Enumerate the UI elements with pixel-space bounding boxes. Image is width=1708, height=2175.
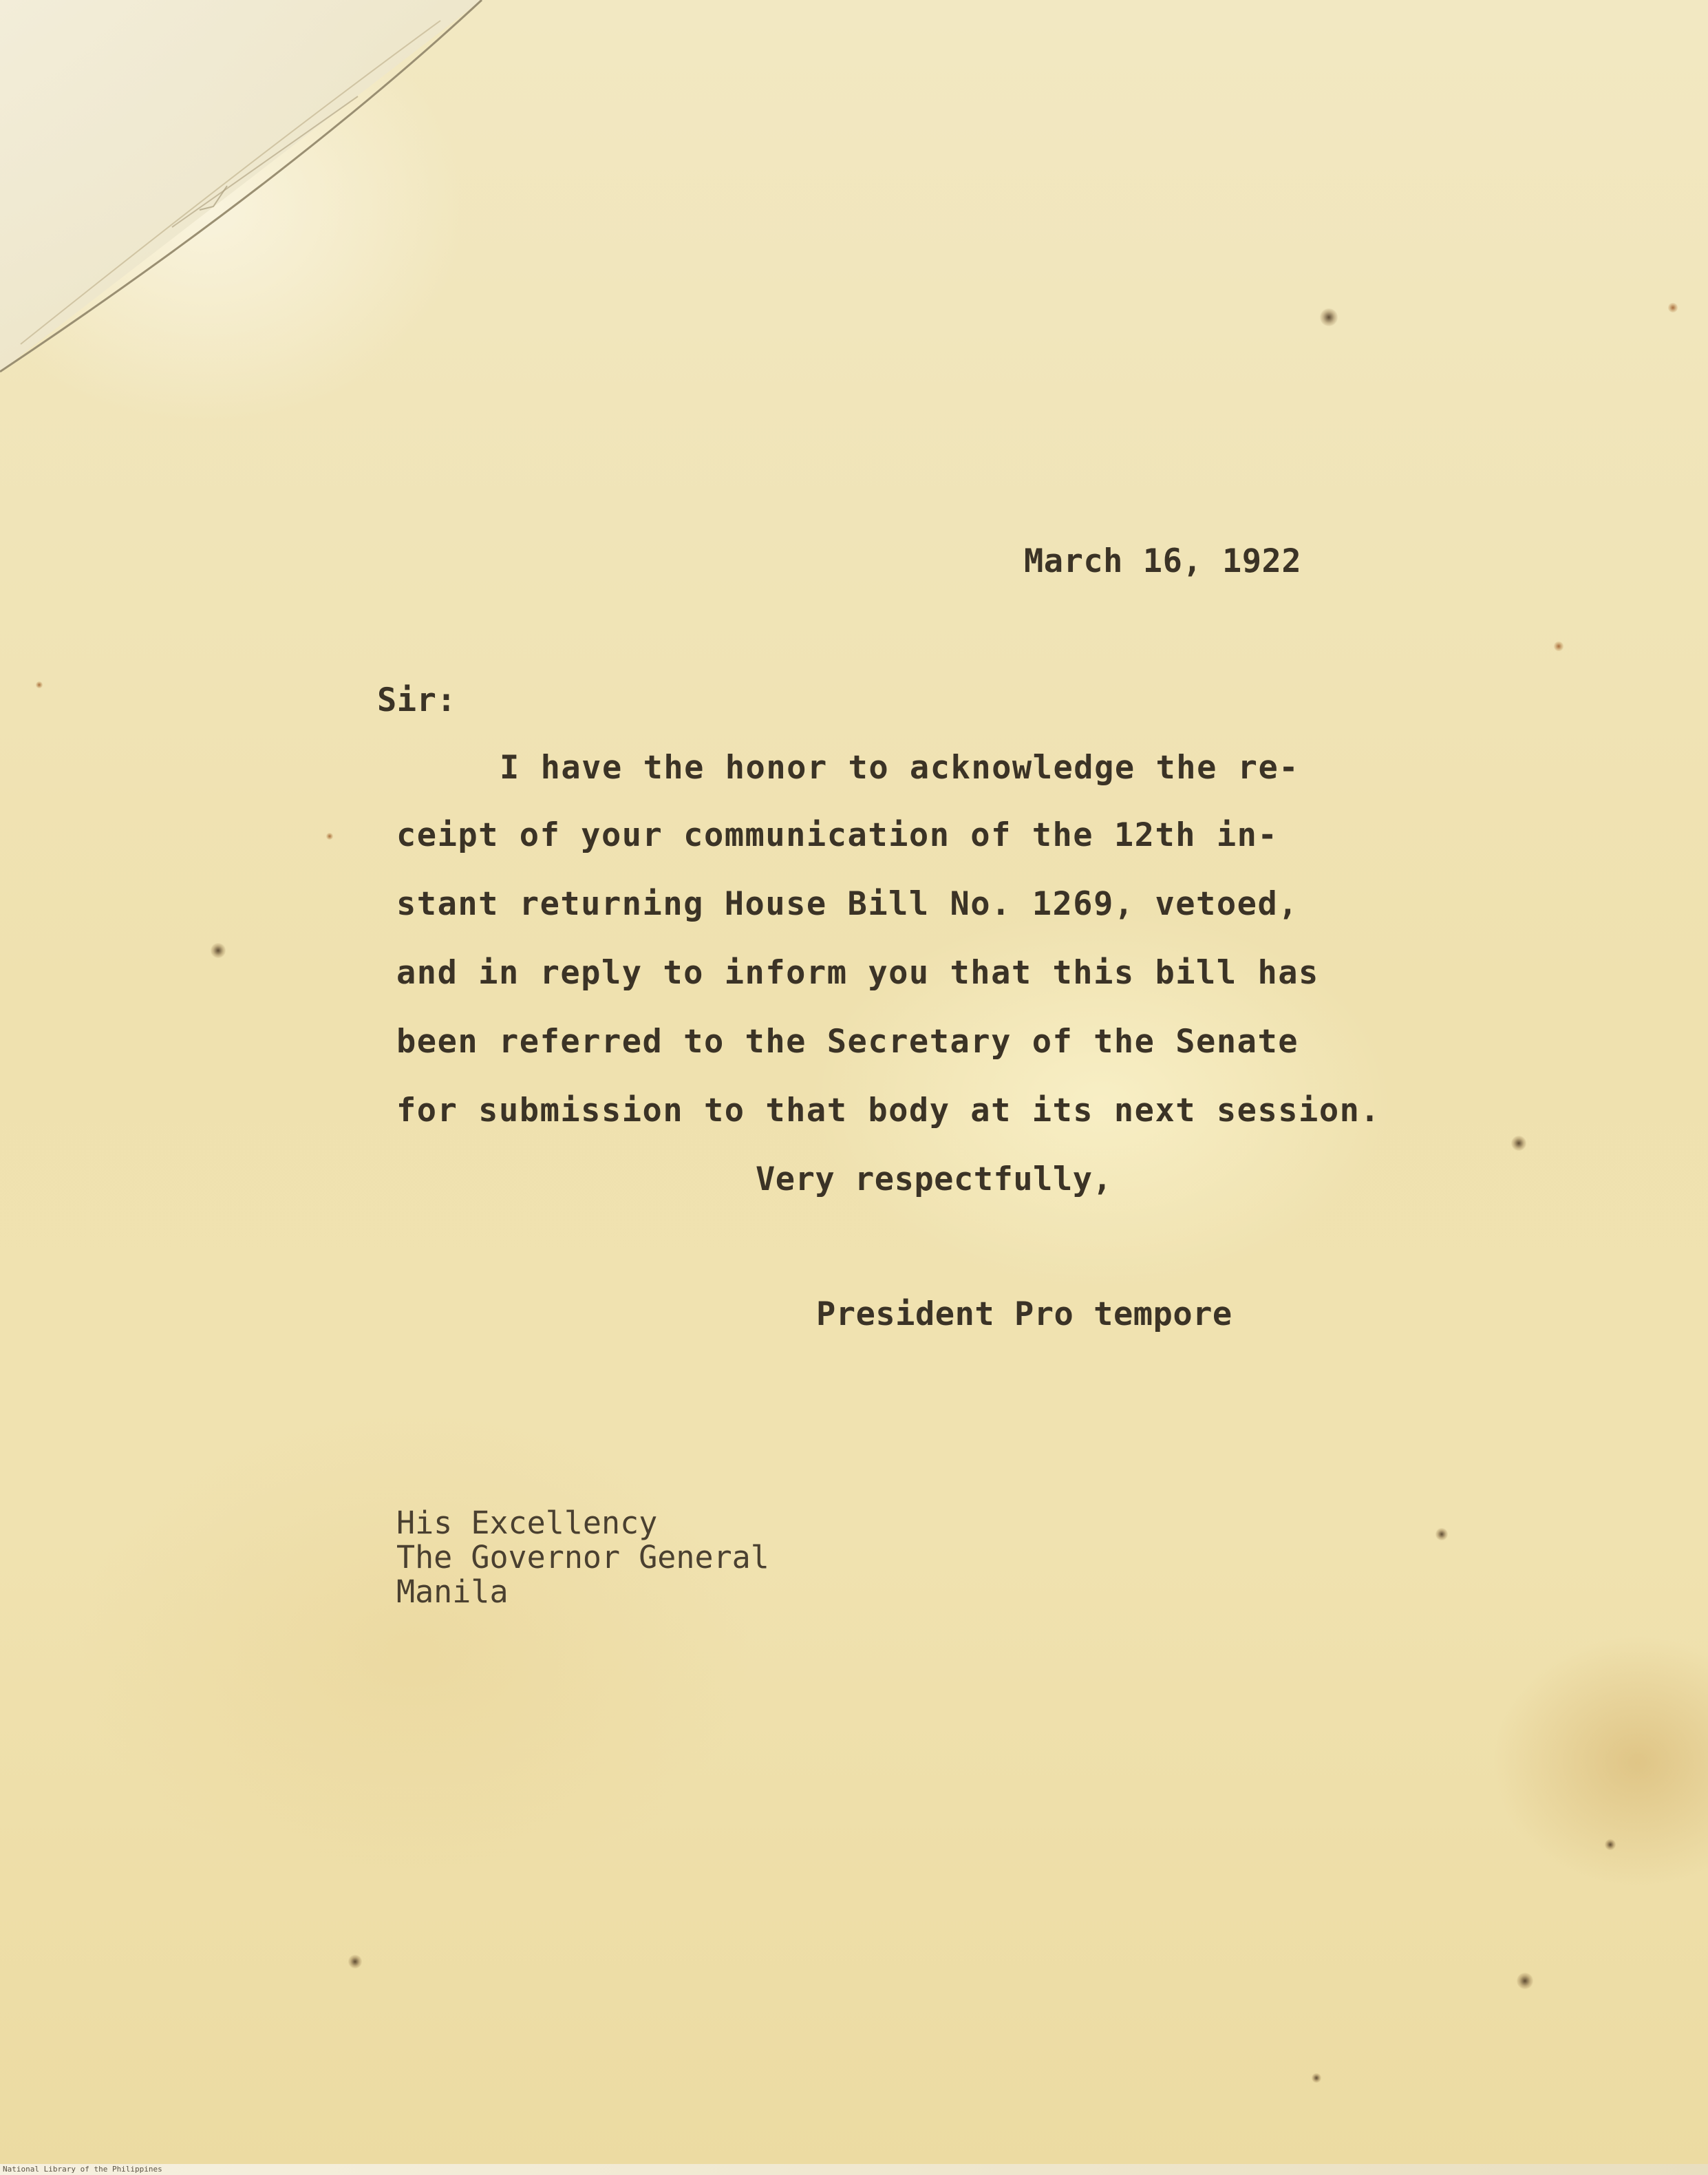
addressee-line-1: His Excellency [396,1505,658,1541]
signature-title: President Pro tempore [816,1295,1232,1333]
paper-speck [1511,1136,1526,1151]
paper-speck [1435,1528,1448,1540]
addressee-line-3: Manila [396,1573,509,1610]
paper-speck [348,1955,362,1969]
folded-corner [0,0,523,399]
body-line-5: been referred to the Secretary of the Senate [396,1023,1299,1061]
rust-spot [1668,303,1678,312]
body-line-1: I have the honor to acknowledge the re- [500,749,1300,787]
paper-speck [1320,308,1338,326]
salutation: Sir: [377,681,457,719]
body-line-3: stant returning House Bill No. 1269, vetoed, [396,885,1299,923]
body-line-4: and in reply to inform you that this bill has [396,954,1319,992]
paper-speck [1517,1973,1533,1989]
paper-speck [211,943,226,958]
rust-spot [1554,641,1563,651]
footer-text: National Library of the Philippines [3,2165,162,2174]
body-line-2: ceipt of your communication of the 12th in- [396,816,1279,854]
rust-spot [326,833,333,840]
scan-footer [0,2164,1708,2175]
closing: Very respectfully, [756,1160,1113,1198]
rust-spot [36,681,43,688]
paper-speck [1605,1839,1616,1850]
letter-date: March 16, 1922 [1024,542,1302,580]
paper-speck [1312,2073,1321,2083]
addressee-line-2: The Governor General [396,1539,769,1575]
body-line-6: for submission to that body at its next session. [396,1092,1381,1129]
